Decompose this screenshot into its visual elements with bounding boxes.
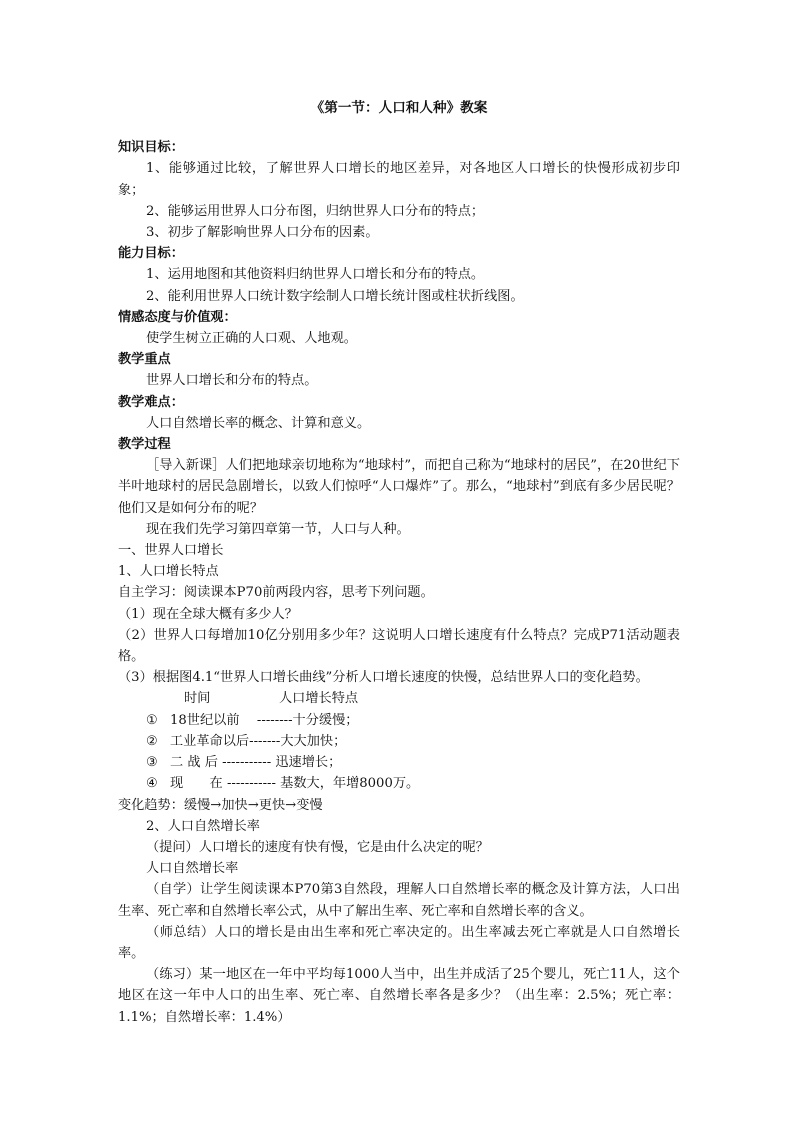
table-header-time: 时间	[184, 691, 211, 707]
document-page	[118, 98, 680, 1028]
teacher-summary: （师总结）人口的增长是由出生率和死亡率决定的。出生率减去死亡率就是人口自然增长率。	[118, 924, 680, 961]
attitude-item-1: 使学生树立正确的人口观、人地观。	[146, 331, 357, 347]
knowledge-item-2: 2、能够运用世界人口分布图，归纳世界人口分布的特点；	[146, 203, 485, 219]
self-study: 自主学习：阅读课本P70前两段内容，思考下列问题。	[118, 585, 434, 601]
ability-item-1: 1、运用地图和其他资料归纳世界人口增长和分布的特点。	[146, 267, 485, 283]
table-header-feature: 人口增长特点	[279, 691, 359, 707]
knowledge-heading: 知识目标：	[118, 140, 184, 156]
step-row-2	[118, 731, 680, 752]
question-3: （3）根据图4.1“世界人口增长曲线”分析人口增长速度的快慢，总结世界人口的变化趋势。	[118, 670, 649, 686]
key-point-heading: 教学重点	[118, 352, 171, 368]
document-title: 《第一节：人口和人种》教案	[310, 100, 488, 116]
step-number: ①	[146, 712, 158, 728]
part-1-1-heading: 1、人口增长特点	[118, 564, 219, 580]
step-text: 现 在 ----------- 基数大，年增8000万。	[170, 776, 420, 792]
part-1-2-heading: 2、人口自然增长率	[146, 818, 260, 834]
table-header	[118, 688, 680, 709]
teacher-question: （提问）人口增长的速度有快有慢，它是由什么决定的呢？	[146, 839, 489, 855]
question-2: （2）世界人口每增加10亿分别用多少年？这说明人口增长速度有什么特点？完成P71活动题表格。	[118, 627, 680, 665]
step-number: ②	[146, 733, 158, 749]
step-text: 工业革命以后-------大大加快；	[170, 733, 347, 749]
step-text: 二 战 后 ----------- 迅速增长；	[170, 755, 342, 771]
difficulty-heading: 教学难点：	[118, 394, 184, 410]
ability-heading: 能力目标：	[118, 246, 184, 262]
process-intro: ［导入新课］人们把地球亲切地称为“地球村”，而把自己称为“地球村的居民”，在20世纪下半叶地球村的居民急剧增长，以致人们惊呼“人口爆炸”了。那么，“地球村”到底有多少居民呢？他们又是如何分布的呢？	[118, 458, 680, 516]
difficulty-item-1: 人口自然增长率的概念、计算和意义。	[146, 415, 371, 431]
process-intro-2: 现在我们先学习第四章第一节，人口与人种。	[146, 521, 410, 537]
step-row-3	[118, 752, 680, 773]
knowledge-item-3: 3、初步了解影响世界人口分布的因素。	[146, 225, 379, 241]
step-row-1	[118, 710, 680, 731]
self-learn: （自学）让学生阅读课本P70第3自然段，理解人口自然增长率的概念及计算方法，人口出生率、死亡率和自然增长率公式，从中了解出生率、死亡率和自然增长率的含义。	[118, 882, 680, 919]
attitude-heading: 情感态度与价值观：	[118, 309, 237, 325]
knowledge-item-1: 1、能够通过比较，了解世界人口增长的地区差异，对各地区人口增长的快慢形成初步印象；	[118, 161, 680, 198]
step-number: ④	[146, 776, 158, 792]
practice-exercise: （练习）某一地区在一年中平均每1000人当中，出生并成活了25个婴儿，死亡11人，这个地区在这一年中人口的出生率、死亡率、自然增长率各是多少？（出生率：2.5%；死亡率：1.1%；自然增长率：1.4%）	[118, 967, 680, 1025]
natural-rate-heading: 人口自然增长率	[146, 861, 239, 877]
step-text: 18世纪以前 --------十分缓慢；	[170, 712, 359, 728]
part-1-heading: 一、世界人口增长	[118, 543, 224, 559]
step-row-4	[118, 773, 680, 794]
process-heading: 教学过程	[118, 437, 171, 453]
trend-summary: 变化趋势：缓慢→加快→更快→变慢	[118, 797, 323, 813]
ability-item-2: 2、能利用世界人口统计数字绘制人口增长统计图或柱状折线图。	[146, 288, 524, 304]
step-number: ③	[146, 755, 158, 771]
question-1: （1）现在全球大概有多少人？	[118, 606, 298, 622]
key-point-item-1: 世界人口增长和分布的特点。	[146, 373, 318, 389]
